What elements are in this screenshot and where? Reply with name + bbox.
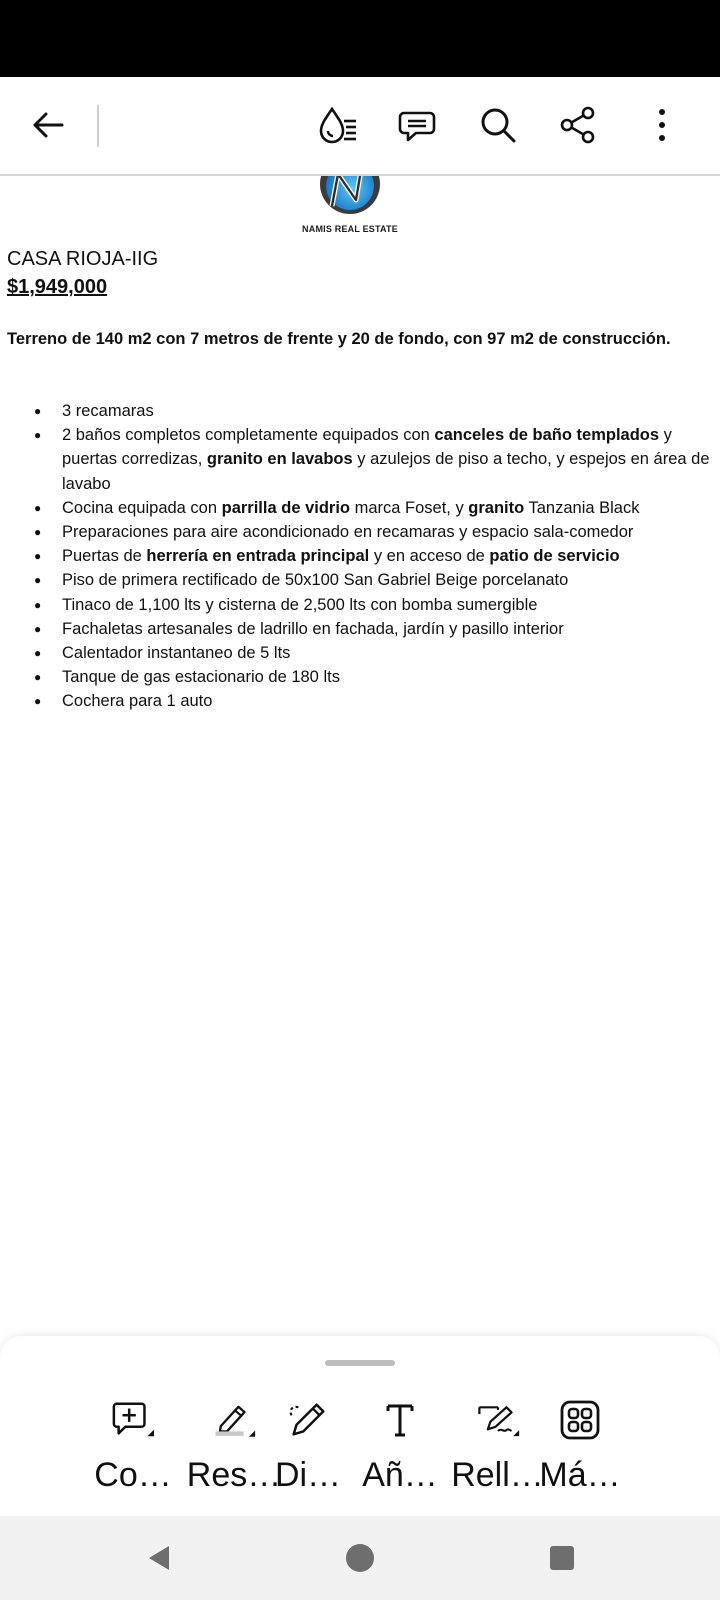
- tool-highlight-label: Res…: [186, 1456, 282, 1494]
- back-icon: [145, 1543, 175, 1573]
- feature-text-bold: granito en lavabos: [206, 450, 353, 469]
- feature-item: [0, 593, 720, 617]
- tool-more-label: Má…: [539, 1456, 621, 1494]
- feature-item: [0, 568, 720, 592]
- logo-text: NAMIS REAL ESTATE: [302, 224, 398, 234]
- tool-draw[interactable]: [253, 1386, 363, 1496]
- feature-item: [0, 641, 720, 665]
- tool-fill-sign-label: Rell…: [451, 1456, 544, 1494]
- property-title: CASA RIOJA-IIG: [7, 248, 159, 270]
- feature-text: y puertas corredizas,: [62, 426, 672, 469]
- feature-text: Piso de primera rectificado de 50x100 San Gabriel Beige porcelanato: [62, 571, 569, 590]
- property-intro: Terreno de 140 m2 con 7 metros de frente y 20 de fondo, con 97 m2 de construcción.: [7, 330, 671, 348]
- add-comment-icon: [111, 1399, 155, 1441]
- feature-text: y en acceso de: [369, 547, 490, 566]
- draw-icon: [286, 1399, 330, 1441]
- feature-text: Calentador instantaneo de 5 lts: [62, 644, 291, 663]
- features-list: [0, 399, 720, 714]
- tool-add-text-label: Añ…: [362, 1456, 438, 1494]
- comments-button[interactable]: [393, 101, 441, 149]
- more-vertical-icon: [656, 107, 668, 143]
- feature-text: Puertas de: [62, 547, 147, 566]
- search-button[interactable]: [474, 101, 522, 149]
- search-icon: [478, 105, 518, 145]
- feature-text-bold: patio de servicio: [489, 547, 620, 566]
- feature-text: y azulejos de piso a techo, y espejos en área de lavabo: [62, 450, 710, 493]
- feature-text: Fachaletas artesanales de ladrillo en fachada, jardín y pasillo interior: [62, 619, 564, 638]
- tool-comment-label: Co…: [94, 1456, 172, 1494]
- nav-back-button[interactable]: [140, 1538, 180, 1578]
- tool-comment[interactable]: [83, 1386, 183, 1496]
- feature-item: [0, 496, 720, 520]
- nav-recents-button[interactable]: [542, 1538, 582, 1578]
- feature-item: [0, 520, 720, 544]
- document-page[interactable]: [0, 176, 720, 1336]
- feature-item: [0, 689, 720, 713]
- feature-item: [0, 617, 720, 641]
- read-aloud-icon: [317, 104, 359, 146]
- add-text-icon: [380, 1399, 420, 1441]
- feature-text-bold: granito: [468, 498, 525, 517]
- nav-home-button[interactable]: [340, 1538, 380, 1578]
- feature-text: Cocina equipada con: [62, 498, 222, 517]
- feature-text: Tanzania Black: [524, 498, 640, 517]
- highlight-icon: [212, 1399, 256, 1441]
- read-aloud-button[interactable]: [314, 101, 362, 149]
- feature-item: [0, 544, 720, 568]
- more-tools-icon: [559, 1399, 601, 1441]
- tool-more[interactable]: [530, 1386, 630, 1496]
- sheet-drag-handle[interactable]: [325, 1360, 395, 1366]
- feature-text: 2 baños completos completamente equipados con: [62, 426, 435, 445]
- feature-text: Tanque de gas estacionario de 180 lts: [62, 668, 340, 687]
- feature-item: [0, 423, 720, 496]
- fill-sign-icon: [476, 1399, 520, 1441]
- feature-item: [0, 665, 720, 689]
- more-options-button[interactable]: [638, 101, 686, 149]
- feature-text-bold: parrilla de vidrio: [221, 498, 350, 517]
- tool-add-text[interactable]: [350, 1386, 450, 1496]
- feature-text: Tinaco de 1,100 lts y cisterna de 2,500 lts con bomba sumergible: [62, 595, 538, 614]
- feature-text: 3 recamaras: [62, 402, 154, 420]
- arrow-left-icon: [30, 107, 66, 143]
- recents-icon: [547, 1543, 577, 1573]
- share-icon: [558, 105, 598, 145]
- namis-logo: [318, 176, 382, 220]
- top-toolbar: [0, 77, 720, 176]
- toolbar-divider: [97, 105, 99, 147]
- home-icon: [344, 1542, 376, 1574]
- feature-item: [0, 399, 720, 423]
- feature-text-bold: canceles de baño templados: [434, 426, 660, 445]
- tool-draw-label: Di…: [274, 1456, 342, 1494]
- feature-text: Cochera para 1 auto: [62, 692, 213, 711]
- comments-icon: [396, 104, 438, 146]
- bottom-tools-sheet: [0, 1336, 720, 1516]
- feature-text: Preparaciones para aire acondicionado en recamaras y espacio sala-comedor: [62, 523, 634, 542]
- feature-text: marca Foset, y: [350, 498, 469, 517]
- back-button[interactable]: [24, 101, 72, 149]
- feature-text-bold: herrería en entrada principal: [146, 547, 370, 566]
- share-button[interactable]: [554, 101, 602, 149]
- system-nav-bar: [0, 1516, 720, 1600]
- status-bar: [0, 0, 720, 77]
- property-price: $1,949,000: [7, 276, 108, 298]
